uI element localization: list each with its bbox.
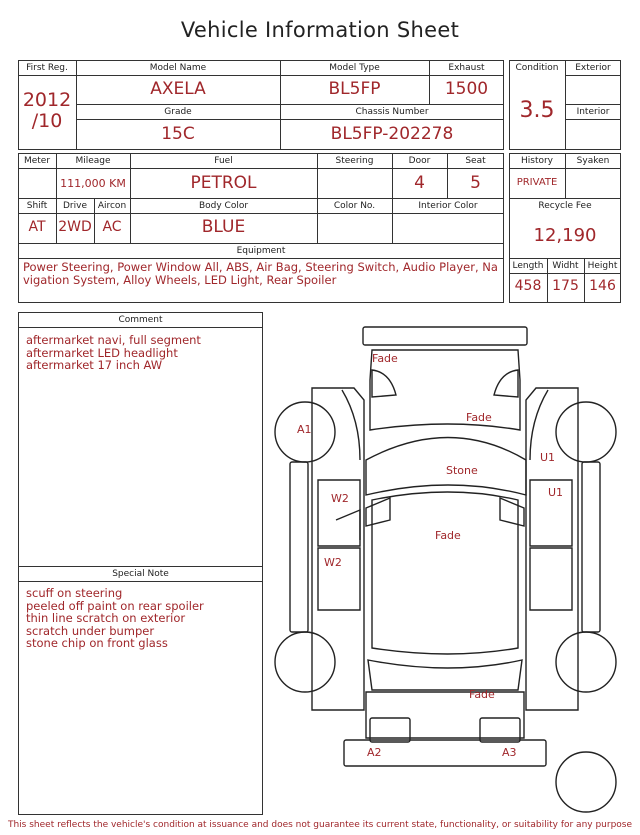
model-name-label: Model Name (149, 63, 207, 73)
damage-mark: U1 (548, 486, 564, 499)
damage-mark: W2 (324, 556, 342, 569)
comment-list (26, 334, 201, 372)
comment-label: Comment (118, 315, 163, 325)
damage-mark: A3 (502, 746, 517, 759)
first-reg-year: 2012 (22, 89, 72, 111)
damage-marks (297, 352, 563, 759)
comment-item: aftermarket 17 inch AW (26, 358, 163, 372)
fuel-label: Fuel (214, 156, 233, 166)
damage-mark: W2 (331, 492, 349, 505)
wheel-front-right (556, 402, 616, 462)
fuel-value: PETROL (190, 173, 257, 193)
mileage-value: 111,000 KM (60, 177, 126, 190)
rear-window (368, 660, 522, 690)
comment-item: aftermarket navi, full segment (26, 333, 201, 347)
length-value: 458 (514, 278, 542, 294)
comment-item: aftermarket LED headlight (26, 345, 178, 360)
special-note-item: thin line scratch on exterior (26, 611, 186, 625)
height-label: Height (587, 261, 618, 271)
damage-mark: Fade (372, 352, 398, 365)
special-note-label: Special Note (112, 569, 169, 579)
length-label: Length (512, 261, 544, 271)
grade-label: Grade (164, 107, 192, 117)
car-damage-diagram (268, 318, 628, 820)
recycle-fee-label: Recycle Fee (538, 201, 592, 211)
seat-value: 5 (470, 173, 481, 193)
spare-wheel (556, 752, 616, 812)
roof (372, 492, 518, 654)
seat-label: Seat (465, 156, 486, 166)
left-side-panel (312, 388, 364, 710)
width-value: 175 (552, 278, 579, 294)
right-rear-door (530, 548, 572, 610)
interior-color-label: Interior Color (418, 201, 478, 211)
wheel-rear-left (275, 632, 335, 692)
model-type-label: Model Type (329, 63, 380, 73)
condition-label: Condition (515, 63, 559, 73)
model-name-value: AXELA (150, 79, 206, 99)
first-reg-month: /10 (31, 110, 63, 132)
door-label: Door (408, 156, 431, 166)
right-side-panel (526, 388, 578, 710)
height-value: 146 (589, 278, 616, 294)
drive-label: Drive (63, 201, 87, 211)
notes-panel (18, 312, 263, 815)
special-note-item: scratch under bumper (26, 623, 155, 638)
width-label: Widht (552, 261, 579, 271)
model-type-value: BL5FP (328, 79, 381, 99)
shift-label: Shift (26, 201, 48, 211)
aircon-value: AC (102, 219, 122, 235)
interior-label: Interior (576, 107, 610, 117)
special-note-item: scuff on steering (26, 586, 123, 600)
grade-value: 15C (161, 124, 195, 144)
first-reg-label: First Reg. (26, 63, 68, 73)
steering-label: Steering (335, 156, 374, 166)
right-sill (582, 462, 600, 632)
equipment-value: Power Steering, Power Window All, ABS, Air Bag, Steering Switch, Audio Player, Navigation System, Alloy Wheels, LED Light, Rear Spoiler (23, 260, 498, 287)
car-outline (275, 327, 616, 812)
damage-mark: A2 (367, 746, 382, 759)
special-note-list (26, 587, 204, 650)
exterior-label: Exterior (575, 63, 611, 73)
exhaust-label: Exhaust (448, 63, 485, 73)
damage-mark: A1 (297, 423, 312, 436)
left-sill (290, 462, 308, 632)
damage-mark: Fade (435, 529, 461, 542)
wheel-rear-right (556, 632, 616, 692)
meter-label: Meter (23, 156, 51, 166)
chassis-number-label: Chassis Number (355, 107, 429, 117)
drive-value: 2WD (58, 219, 92, 235)
history-label: History (520, 156, 554, 166)
trunk (366, 692, 524, 738)
chassis-number-value: BL5FP-202278 (330, 124, 454, 144)
damage-mark: Fade (469, 688, 495, 701)
history-value: PRIVATE (516, 177, 558, 188)
damage-mark: Stone (446, 464, 478, 477)
front-bumper (363, 327, 527, 345)
exhaust-value: 1500 (444, 79, 489, 99)
syaken-label: Syaken (576, 156, 610, 166)
shift-value: AT (28, 219, 46, 235)
disclaimer-footer: This sheet reflects the vehicle's condition at issuance and does not guarantee its current state, functionality, or suitability for any purpose (7, 820, 633, 830)
special-note-item: peeled off paint on rear spoiler (26, 598, 204, 613)
condition-value: 3.5 (519, 98, 555, 123)
equipment-label: Equipment (236, 246, 286, 256)
special-note-item: stone chip on front glass (26, 636, 168, 650)
damage-mark: U1 (540, 451, 556, 464)
aircon-label: Aircon (97, 201, 127, 211)
body-color-label: Body Color (198, 201, 249, 211)
damage-mark: Fade (466, 411, 492, 424)
recycle-fee-value: 12,190 (533, 225, 597, 246)
color-no-label: Color No. (333, 201, 376, 211)
door-value: 4 (414, 173, 425, 193)
mileage-label: Mileage (75, 156, 111, 166)
body-color-value: BLUE (201, 217, 246, 237)
sheet-title: Vehicle Information Sheet (180, 18, 460, 42)
